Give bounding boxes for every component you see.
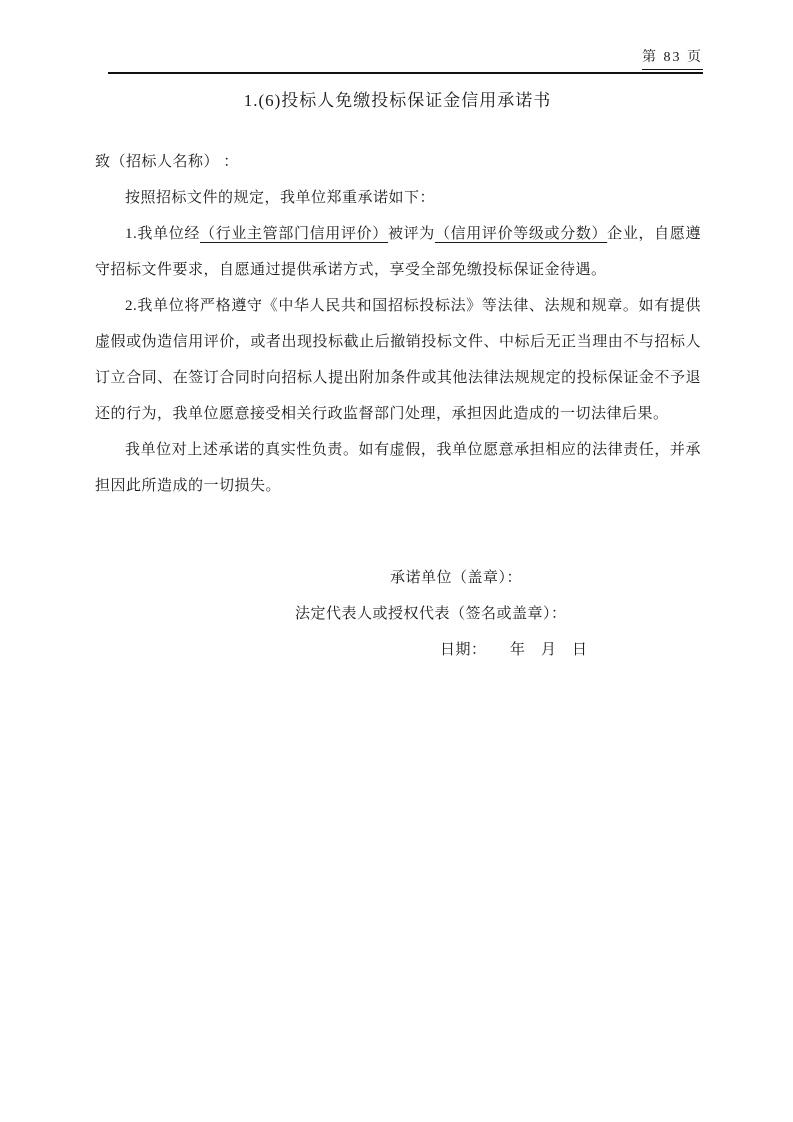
clause-3: 我单位对上述承诺的真实性负责。如有虚假，我单位愿意承担相应的法律责任，并承担因此所造成的一切损失。 <box>95 442 701 494</box>
signature-unit-seal-line: 承诺单位（盖章）： <box>390 570 523 586</box>
signature-date-line: 日期： 年 月 日 <box>440 642 588 658</box>
document-body <box>95 144 701 668</box>
clause-1 <box>95 216 701 288</box>
clause-2: 2.我单位将严格遵守《中华人民共和国招标投标法》等法律、法规和规章。如有提供虚假或伪造信用评价，或者出现投标截止后撤销投标文件、中标后无正当理由不与招标人订立合同、在签订合同时向招标人提出附加条件或其他法律法规规定的投标保证金不予退还的行为，我单位愿意接受相关行政监督部门处理，承担因此造成的一切法律后果。 <box>95 298 701 422</box>
header-divider <box>108 72 703 74</box>
clause-1-blank-credit-rating-authority: （行业主管部门信用评价） <box>200 226 388 242</box>
intro-line: 按照招标文件的规定，我单位郑重承诺如下： <box>125 190 436 206</box>
clause-1-suffix: 企业，自愿遵守招标文件要求，自愿通过提供承诺方式，享受全部免缴投标保证金待遇。 <box>95 226 701 278</box>
document-title: 1.(6)投标人免缴投标保证金信用承诺书 <box>243 91 552 110</box>
salutation-line: 致（招标人名称） ： <box>95 154 239 170</box>
clause-1-middle: 被评为 <box>387 226 435 242</box>
signature-representative-line: 法定代表人或授权代表（签名或盖章）： <box>295 606 567 622</box>
page-number: 第 83 页 <box>642 48 703 70</box>
clause-1-blank-rating-grade: （信用评价等级或分数） <box>434 226 608 242</box>
clause-1-prefix: 1.我单位经 <box>125 226 201 242</box>
signature-block <box>95 560 701 668</box>
